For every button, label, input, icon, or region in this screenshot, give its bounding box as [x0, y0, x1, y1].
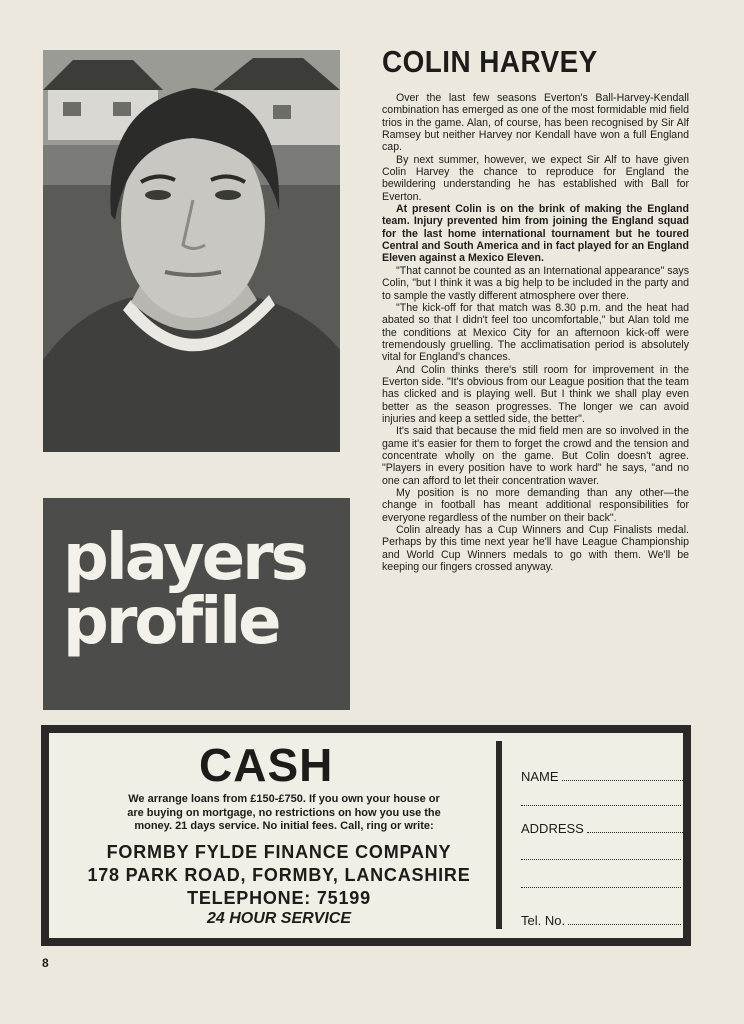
ad-headline: CASH: [199, 739, 334, 791]
form-address-field[interactable]: [521, 821, 683, 836]
article-paragraph: Over the last few seasons Everton's Ball-Harvey-Kendall combination has emerged as one of the most formidable mid field trios in the game. Alan, of course, has been recognised by Sir Alf Ramsey but neither Harvey nor Kendall have won a full England cap.: [382, 92, 689, 154]
article-paragraph: And Colin thinks there's still room for improvement in the Everton side. "It's obvious from our League position that the team has clicked and is playing well. But I think we shall play even better as the season progresses. The longer we can avoid injuries and keep a settled side, the better".: [382, 363, 689, 425]
cash-advert: [41, 725, 691, 946]
ad-blurb: We arrange loans from £150-£750. If you own your house or are buying on mortgage, no restrictions on how you use the money. 21 days service. No initial fees. Call, ring or write:: [127, 793, 441, 832]
players-profile-box: [43, 498, 350, 710]
form-name-label: NAME: [521, 769, 559, 784]
article-paragraph: My position is no more demanding than any other—the change in football has meant additional responsibilities for everyone regardless of the number on their back".: [382, 487, 689, 524]
form-name-field[interactable]: [521, 769, 683, 784]
article-paragraph-bold: At present Colin is on the brink of making the England team. Injury prevented him from joining the England squad for the last home international tournament but he toured Central and South America and in fact played for an England Eleven against a Mexico Eleven.: [382, 203, 689, 265]
form-blank-line[interactable]: [521, 887, 681, 888]
article-title: COLIN HARVEY: [382, 44, 598, 79]
article-paragraph: "That cannot be counted as an International appearance" says Colin, "but I think it was a big help to be included in the party and to sample the vastly different atmosphere over there.: [382, 264, 689, 302]
article-body: [382, 92, 689, 573]
ad-company-name: FORMBY FYLDE FINANCE COMPANY: [106, 842, 452, 862]
article-paragraph: "The kick-off for that match was 8.30 p.m. and the heat had abated so that I didn't feel too uncomfortable," but Alan told me the conditions at Mexico City for an afternoon kick-off were tremendously gruelling. The acclimatisation period is absolutely vital for England's chances.: [382, 301, 689, 364]
ad-divider: [496, 741, 502, 929]
ad-telephone: TELEPHONE: 75199: [187, 888, 371, 908]
article-paragraph: It's said that because the mid field men are so involved in the game it's easier for them to forget the crowd and the tension and concentrate wholly on the game. But Colin doesn't agree. "Players in every position have to work hard" he says, "and no one can afford to let their concentration waver.: [382, 425, 689, 487]
profile-heading-line-2: profile: [63, 585, 279, 659]
ad-address: 178 PARK ROAD, FORMBY, LANCASHIRE: [87, 865, 471, 885]
article-paragraph: Colin already has a Cup Winners and Cup Finalists medal. Perhaps by this time next year he'll have League Championship and World Cup Winners medals to go with them. We'll be keeping our fingers crossed anyway.: [382, 524, 689, 574]
profile-heading-line-1: players: [63, 521, 306, 595]
ad-service: 24 HOUR SERVICE: [206, 910, 352, 927]
page-number: 8: [42, 956, 49, 970]
form-tel-field[interactable]: [521, 913, 681, 928]
form-tel-label: Tel. No.: [521, 913, 566, 928]
form-address-label: ADDRESS: [521, 821, 584, 836]
ad-company-block: [83, 841, 475, 910]
form-blank-line[interactable]: [521, 859, 681, 860]
article-paragraph: By next summer, however, we expect Sir Alf to have given Colin Harvey the chance to reproduce for England the bewildering understanding he has established with Ball for Everton.: [382, 153, 689, 203]
player-photo: [43, 50, 340, 452]
form-blank-line[interactable]: [521, 805, 681, 806]
